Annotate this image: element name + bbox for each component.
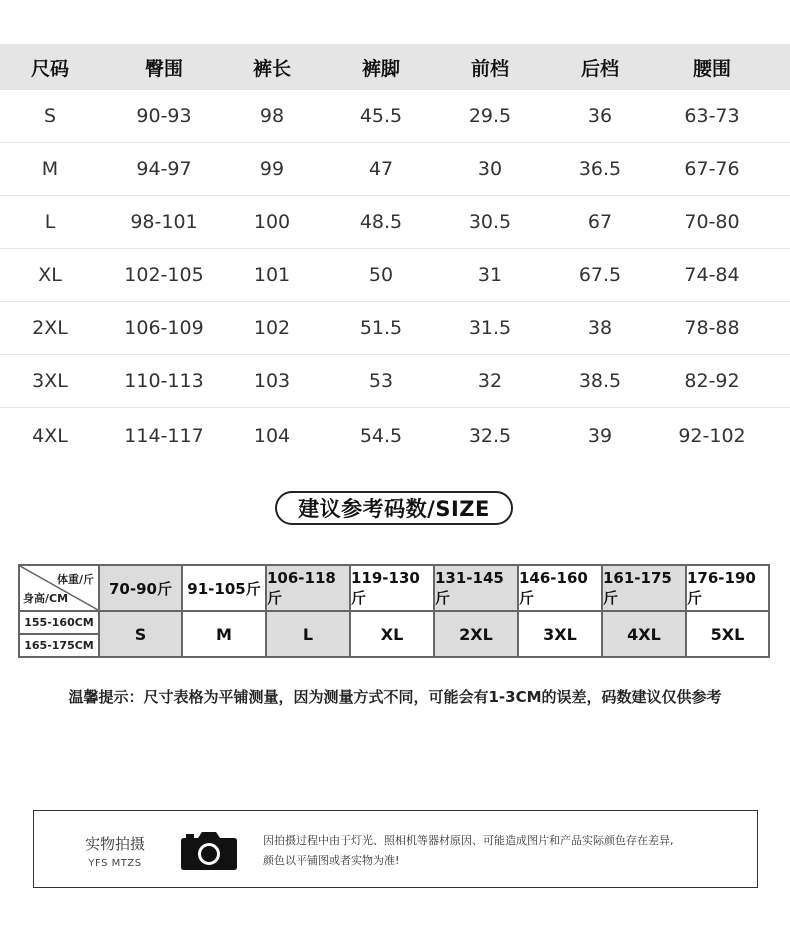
table-cell: 106-109 <box>124 317 204 339</box>
table-cell: 2XL <box>32 317 68 339</box>
table-cell: 104 <box>253 425 291 447</box>
table-cell: 54.5 <box>359 425 403 447</box>
measurement-tip: 温馨提示：尺寸表格为平铺测量，因为测量方式不同，可能会有1-3CM的误差，码数建议仅供参考 <box>68 688 722 706</box>
table-cell: 114-117 <box>124 425 204 447</box>
table-cell: 101 <box>253 264 291 286</box>
table-cell: 4XL <box>32 425 68 447</box>
table-cell: 47 <box>368 158 394 180</box>
recommended-size: L <box>267 612 351 656</box>
photo-note-text <box>263 831 743 871</box>
table-cell: 53 <box>368 370 394 392</box>
height-ranges <box>20 612 100 656</box>
table-cell: 99 <box>259 158 285 180</box>
recommended-size: XL <box>351 612 435 656</box>
table-cell: 50 <box>368 264 394 286</box>
weight-axis-label: 体重/斤 <box>56 573 94 586</box>
recommended-size: 2XL <box>435 612 519 656</box>
height-range: 155-160CM <box>20 612 98 635</box>
table-cell: 31 <box>477 264 503 286</box>
table-cell: 38 <box>587 317 613 339</box>
table-cell: M <box>41 158 59 180</box>
table-cell: 67 <box>587 211 613 233</box>
table-cell: 39 <box>587 425 613 447</box>
table-cell: 38.5 <box>578 370 622 392</box>
table-cell: 78-88 <box>684 317 740 339</box>
recommended-size: 4XL <box>603 612 687 656</box>
recommend-grid <box>18 564 770 658</box>
table-cell: 92-102 <box>678 425 746 447</box>
size-table <box>0 44 790 464</box>
table-row <box>0 302 790 355</box>
height-axis-label: 身高/CM <box>23 592 69 605</box>
table-row <box>0 355 790 408</box>
table-row <box>0 408 790 464</box>
weight-range: 131-145斤 <box>435 566 519 612</box>
weight-range: 106-118斤 <box>267 566 351 612</box>
camera-icon <box>180 829 238 871</box>
header-hip: 臀围 <box>144 57 183 80</box>
table-cell: 31.5 <box>468 317 512 339</box>
weight-range: 146-160斤 <box>519 566 603 612</box>
grid-corner <box>20 566 100 612</box>
table-cell: L <box>44 211 56 233</box>
table-cell: 32.5 <box>468 425 512 447</box>
table-cell: 3XL <box>32 370 68 392</box>
table-cell: 45.5 <box>359 105 403 127</box>
table-cell: 48.5 <box>359 211 403 233</box>
table-cell: 29.5 <box>468 105 512 127</box>
table-row <box>0 143 790 196</box>
table-cell: 36.5 <box>578 158 622 180</box>
table-row <box>0 196 790 249</box>
table-cell: 82-92 <box>684 370 740 392</box>
table-cell: 67.5 <box>578 264 622 286</box>
table-row <box>0 249 790 302</box>
header-front-rise: 前档 <box>470 57 509 80</box>
photo-note-line: 因拍摄过程中由于灯光、照相机等器材原因、可能造成图片和产品实际颜色存在差异, <box>263 834 674 847</box>
weight-range: 176-190斤 <box>687 566 768 612</box>
photo-note-line: 颜色以平铺图或者实物为准! <box>263 854 400 867</box>
recommended-size: 5XL <box>710 624 745 644</box>
table-cell: 110-113 <box>124 370 204 392</box>
recommended-size: M <box>183 612 267 656</box>
header-leg-opening: 裤脚 <box>361 57 400 80</box>
photo-brand-subtitle: YFS MTZS <box>88 858 142 869</box>
table-cell: 98 <box>259 105 285 127</box>
table-cell: 30 <box>477 158 503 180</box>
table-cell: 70-80 <box>684 211 740 233</box>
photo-brand-title: 实物拍摄 <box>84 835 145 853</box>
header-size: 尺码 <box>30 57 69 80</box>
table-cell: 102-105 <box>124 264 204 286</box>
header-length: 裤长 <box>252 57 291 80</box>
table-cell: 36 <box>587 105 613 127</box>
photo-note-box <box>33 810 758 888</box>
table-cell: 102 <box>253 317 291 339</box>
table-cell: 90-93 <box>136 105 192 127</box>
table-cell: 98-101 <box>130 211 198 233</box>
table-cell: XL <box>38 264 62 286</box>
table-cell: S <box>43 105 57 127</box>
weight-range: 70-90斤 <box>100 566 183 612</box>
recommended-size: 3XL <box>519 612 603 656</box>
table-row <box>0 90 790 143</box>
table-cell: 67-76 <box>684 158 740 180</box>
table-cell: 74-84 <box>684 264 740 286</box>
header-back-rise: 后档 <box>580 57 619 80</box>
header-waist: 腰围 <box>692 57 731 80</box>
table-cell: 94-97 <box>136 158 192 180</box>
height-range: 165-175CM <box>24 639 94 652</box>
table-cell: 103 <box>253 370 291 392</box>
weight-range: 91-105斤 <box>183 566 267 612</box>
table-cell: 30.5 <box>468 211 512 233</box>
table-cell: 63-73 <box>684 105 740 127</box>
size-table-header <box>0 44 790 90</box>
weight-range: 119-130斤 <box>351 566 435 612</box>
table-cell: 32 <box>477 370 503 392</box>
recommend-title: 建议参考码数/SIZE <box>275 491 513 525</box>
table-cell: 51.5 <box>359 317 403 339</box>
weight-range: 161-175斤 <box>603 566 687 612</box>
recommended-size: S <box>100 612 183 656</box>
photo-brand <box>80 833 150 869</box>
table-cell: 100 <box>253 211 291 233</box>
